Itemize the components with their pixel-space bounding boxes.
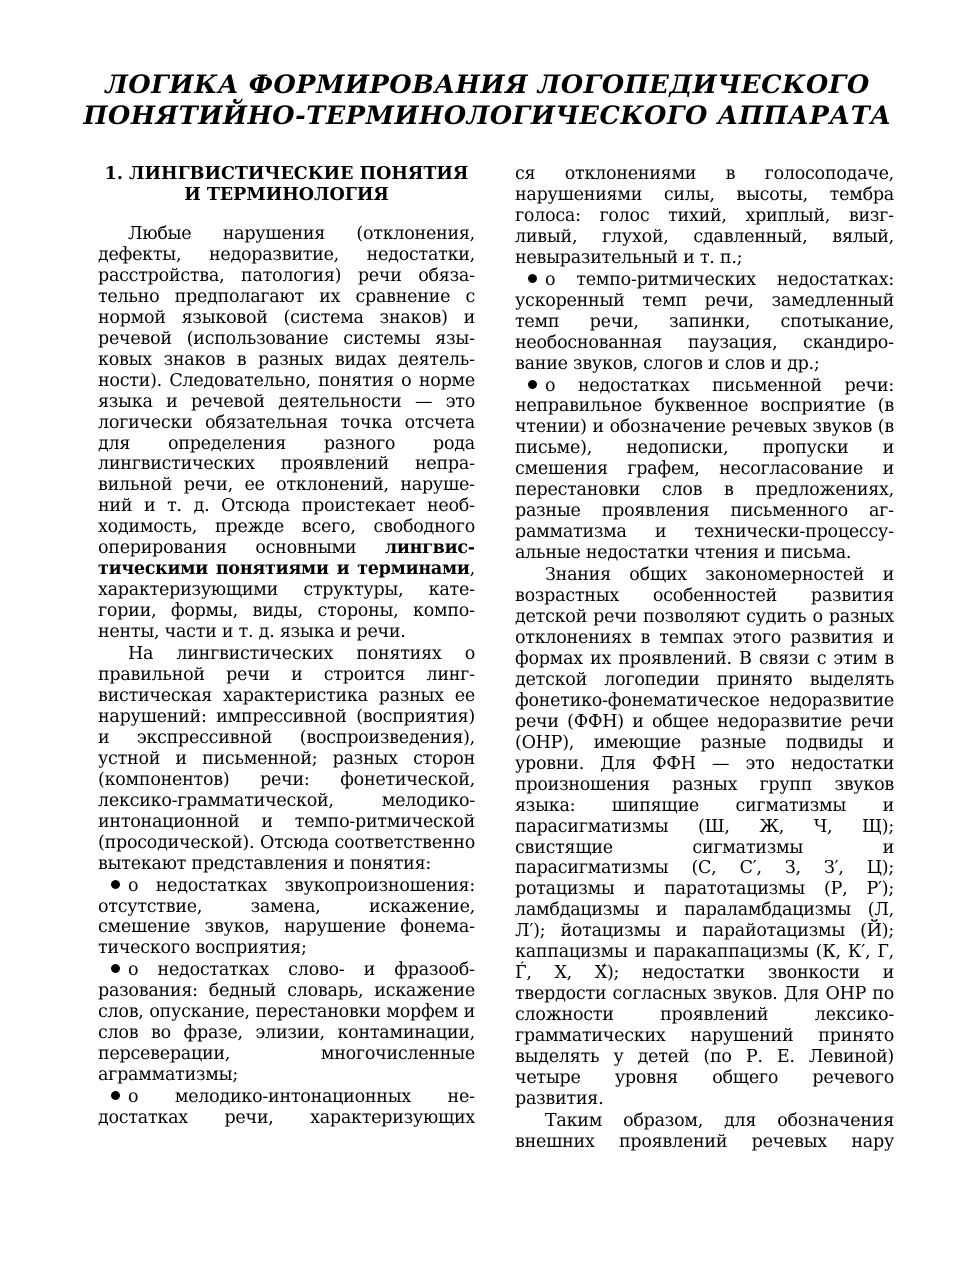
section-heading bbox=[98, 164, 475, 206]
bullet-icon bbox=[111, 1091, 120, 1100]
bullet-text: о недостатках звукопроизношения: отсутствие, замена, искажение, смешение звуков, нарушение фонематического восприятия; bbox=[98, 875, 475, 959]
section-heading-line-2: И ТЕРМИНОЛОГИЯ bbox=[184, 185, 389, 205]
bullet-icon bbox=[528, 274, 537, 283]
bullet-item bbox=[515, 376, 894, 565]
paragraph-1 bbox=[98, 224, 475, 643]
bullet-icon bbox=[111, 964, 120, 973]
bullet-text: о недостатках письменной речи: неправильное буквенное восприятие (в чтении) и обозначение речевых звуков (в письме), недописки, пропуски и смешения графем, несогласование и перестановки слов в предложениях, разные проявления письменного аграмматизма и технически-процессуальные недостатки чтения и письма. bbox=[515, 375, 894, 564]
paragraph-1-text-end: , характеризующими структуры, категории, формы, виды, стороны, компоненты, части и т. д. языка и речи. bbox=[98, 559, 475, 643]
chapter-title-line-1: ЛОГИКА ФОРМИРОВАНИЯ ЛОГОПЕДИЧЕСКОГО bbox=[105, 70, 870, 100]
bullet-text: о недостатках слово- и фразообразования: бедный словарь, искажение слов, опускание, перестановки морфем и слов во фразе, элизии, контаминации, персеверации, многочисленные аграмматизмы; bbox=[98, 960, 475, 1086]
bullet-text: о мелодико-интонационных недостатках речи, характеризующих bbox=[98, 1087, 475, 1129]
paragraph-2: На лингвистических понятиях о правильной речи и строится лингвистическая характеристика разных ее нарушений: импрессивной (восприятия) и экспрессивной (воспроизведения), устной и письменной; разных сторон (компонентов) речи: фонетической, лексико-грамматической, мелодико-интонационной и темпо-ритмической (просодической). Отсюда соответственно вытекают представления и понятия: bbox=[98, 644, 475, 874]
bullet-item bbox=[98, 960, 475, 1086]
bullet-continuation: ся отклонениями в голосоподаче, нарушениями силы, высоты, тембра голоса: голос тихий, хриплый, визгливый, глухой, сдавленный, вялый, невыразительный и т. п.; bbox=[515, 164, 894, 268]
chapter-title bbox=[60, 70, 915, 132]
bullet-item bbox=[98, 1087, 475, 1129]
paragraph-3: Знания общих закономерностей и возрастных особенностей развития детской речи позволяют судить о разных отклонениях в темпах этого развития и формах их проявлений. В связи с этим в детской логопедии принято выделять фонетико-фонематическое недоразвитие речи (ФФН) и общее недоразвитие речи (ОНР), имеющие разные подвиды и уровни. Для ФФН — это недостатки произношения разных групп звуков языка: шипящие сигматизмы и парасигматизмы (Ш, Ж, Ч, Щ); свистящие сигматизмы и парасигматизмы (С, С′, З, З′, Ц); ротацизмы и паратотацизмы (Р, Р′); ламбдацизмы и параламбдацизмы (Л, Л′); йотацизмы и парайотацизмы (Й); каппацизмы и паракаппацизмы (К, К′, Г, Ѓ, Х, Х́); недостатки звонкости и твердости согласных звуков. Для ОНР по сложности проявлений лексико-грамматических нарушений принято выделять у детей (по Р. Е. Левиной) четыре уровня общего речевого развития. bbox=[515, 565, 894, 1109]
paragraph-1-text: Любые нарушения (отклонения, дефекты, недоразвитие, недостатки, расстройства, патология) речи обязательно предполагают их сравнение с нормой языковой (система знаков) и речевой (использование системы языковых знаков в разных видах деятельности). Следовательно, понятия о норме языка и речевой деятельности — это логически обязательная точка отсчета для определения разного рода лингвистических проявлений неправильной речи, ее отклонений, нарушений и т. д. Отсюда проистекает необходимость, прежде всего, свободного оперирования основными bbox=[98, 224, 475, 559]
paragraph-1-bold-term: лингвистическими понятиями и терминами bbox=[98, 538, 475, 580]
right-column bbox=[515, 164, 894, 1154]
bullet-item bbox=[98, 876, 475, 960]
section-heading-line-1: 1. ЛИНГВИСТИЧЕСКИЕ ПОНЯТИЯ bbox=[104, 164, 469, 184]
left-column bbox=[98, 164, 475, 1130]
paragraph-4: Таким образом, для обозначения внешних проявлений речевых нару bbox=[515, 1110, 894, 1152]
chapter-title-line-2: ПОНЯТИЙНО-ТЕРМИНОЛОГИЧЕСКОГО АППАРАТА bbox=[83, 101, 892, 131]
bullet-item bbox=[515, 270, 894, 375]
bullet-icon bbox=[111, 880, 120, 889]
bullet-icon bbox=[528, 380, 537, 389]
bullet-text: о темпо-ритмических недостатках: ускоренный темп речи, замедленный темп речи, запинки, спотыкание, необоснованная паузация, скандирование звуков, слогов и слов и др.; bbox=[515, 269, 894, 374]
